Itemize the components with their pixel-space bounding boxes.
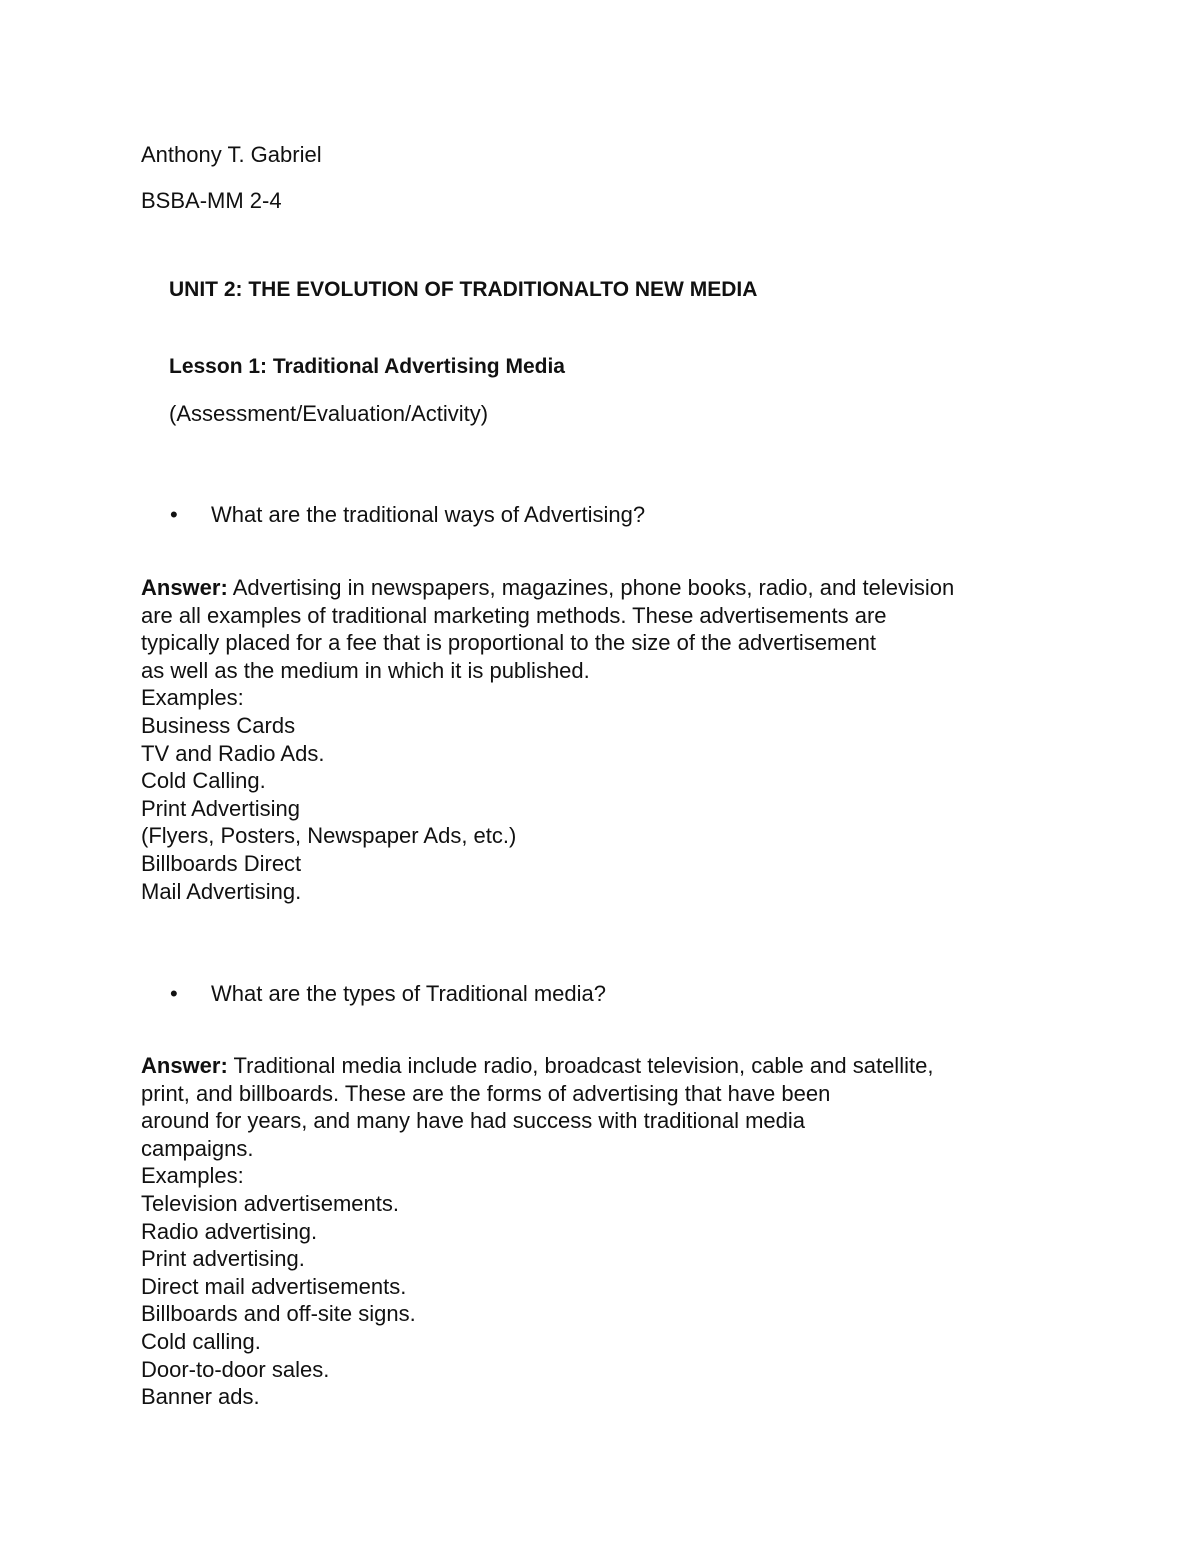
lesson-title: Lesson 1: Traditional Advertising Media xyxy=(169,355,565,378)
answer-1 xyxy=(141,574,954,905)
answer-2-line: Print advertising. xyxy=(141,1246,305,1272)
answer-1-line: Mail Advertising. xyxy=(141,878,302,904)
answer-2-line: campaigns. xyxy=(141,1135,254,1161)
activity-label: (Assessment/Evaluation/Activity) xyxy=(169,401,489,426)
answer-1-line: typically placed for a fee that is proportional to the size of the advertisement xyxy=(141,630,876,656)
answer-label: Answer: xyxy=(141,1053,228,1078)
bullet-icon: • xyxy=(170,981,178,1006)
answer-1-text: Advertising in newspapers, magazines, phone books, radio, and television xyxy=(227,575,955,600)
answer-2-line: Billboards and off-site signs. xyxy=(141,1301,416,1327)
answer-1-line: TV and Radio Ads. xyxy=(141,740,325,766)
answer-2-line: Direct mail advertisements. xyxy=(141,1273,407,1299)
section-code: BSBA-MM 2-4 xyxy=(141,188,282,213)
unit-title: UNIT 2: THE EVOLUTION OF TRADITIONALTO NEW MEDIA xyxy=(169,278,758,301)
answer-2-line: print, and billboards. These are the forms of advertising that have been xyxy=(141,1080,831,1106)
answer-2-line: around for years, and many have had success with traditional media xyxy=(141,1108,806,1134)
answer-2-line: Examples: xyxy=(141,1163,244,1189)
answer-2-line: Door-to-door sales. xyxy=(141,1356,330,1382)
answer-1-line: Billboards Direct xyxy=(141,850,302,876)
answer-2-text: Traditional media include radio, broadcast television, cable and satellite, xyxy=(227,1053,934,1078)
answer-1-line: as well as the medium in which it is published. xyxy=(141,657,590,683)
question-2: What are the types of Traditional media? xyxy=(211,981,606,1006)
answer-2-first-line xyxy=(141,1052,933,1080)
answer-2 xyxy=(141,1052,933,1411)
answer-1-line: Examples: xyxy=(141,685,244,711)
answer-1-line: are all examples of traditional marketing methods. These advertisements are xyxy=(141,602,887,628)
student-name: Anthony T. Gabriel xyxy=(141,142,322,167)
answer-1-line: Business Cards xyxy=(141,712,296,738)
answer-1-line: Cold Calling. xyxy=(141,768,266,794)
answer-2-line: Radio advertising. xyxy=(141,1218,318,1244)
answer-2-line: Television advertisements. xyxy=(141,1190,400,1216)
answer-1-line: Print Advertising xyxy=(141,795,300,821)
answer-1-line: (Flyers, Posters, Newspaper Ads, etc.) xyxy=(141,823,517,849)
answer-1-first-line xyxy=(141,574,954,602)
answer-2-line: Banner ads. xyxy=(141,1384,260,1410)
answer-2-line: Cold calling. xyxy=(141,1328,261,1354)
bullet-icon: • xyxy=(170,502,178,527)
answer-label: Answer: xyxy=(141,575,228,600)
question-1: What are the traditional ways of Advertising? xyxy=(211,502,646,527)
